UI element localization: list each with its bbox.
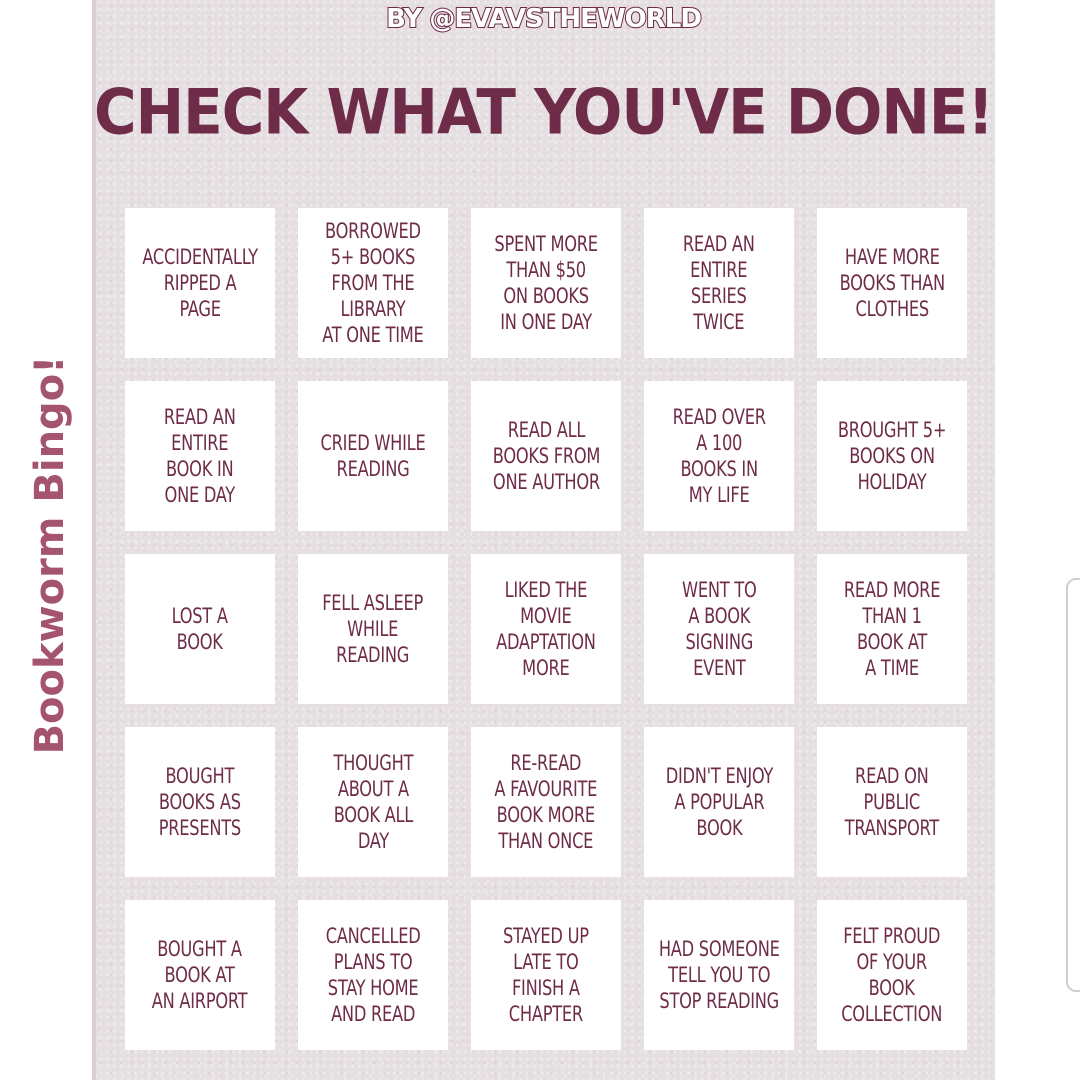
- bingo-cell-label: BOUGHT BOOKS AS PRESENTS: [158, 764, 242, 840]
- bingo-cell[interactable]: [471, 208, 621, 358]
- bingo-cell[interactable]: [298, 381, 448, 531]
- bingo-cell-label: READ OVER A 100 BOOKS IN MY LIFE: [672, 405, 766, 507]
- bingo-cell-label: STAYED UP LATE TO FINISH A CHAPTER: [503, 924, 589, 1026]
- bingo-cell[interactable]: [817, 554, 967, 704]
- bingo-grid: [125, 208, 967, 1050]
- bingo-cell-label: LIKED THE MOVIE ADAPTATION MORE: [496, 578, 596, 680]
- side-title-area: [0, 0, 92, 1080]
- bingo-cell-label: READ MORE THAN 1 BOOK AT A TIME: [843, 578, 941, 680]
- bingo-cell-label: ACCIDENTALLY RIPPED A PAGE: [142, 245, 258, 321]
- bingo-cell-label: FELT PROUD OF YOUR BOOK COLLECTION: [841, 924, 943, 1026]
- side-title: Bookworm Bingo!: [27, 355, 73, 755]
- bingo-cell-label: DIDN'T ENJOY A POPULAR BOOK: [665, 764, 773, 840]
- bingo-cell[interactable]: [644, 727, 794, 877]
- bingo-cell-label: HAVE MORE BOOKS THAN CLOTHES: [839, 245, 945, 321]
- bingo-cell-label: RE-READ A FAVOURITE BOOK MORE THAN ONCE: [494, 751, 598, 853]
- bingo-cell[interactable]: [644, 381, 794, 531]
- bingo-cell-label: CRIED WHILE READING: [320, 431, 426, 481]
- bingo-cell-label: LOST A BOOK: [171, 604, 229, 654]
- bingo-cell-label: READ ON PUBLIC TRANSPORT: [844, 764, 940, 840]
- bingo-cell[interactable]: [817, 900, 967, 1050]
- bingo-cell-label: WENT TO A BOOK SIGNING EVENT: [681, 578, 757, 680]
- bingo-cell[interactable]: [125, 554, 275, 704]
- bingo-cell[interactable]: [817, 208, 967, 358]
- card-edge: [92, 0, 96, 1080]
- bingo-cell-label: SPENT MORE THAN $50 ON BOOKS IN ONE DAY: [494, 232, 598, 334]
- bingo-cell[interactable]: [471, 900, 621, 1050]
- bingo-cell-label: READ AN ENTIRE BOOK IN ONE DAY: [164, 405, 236, 507]
- bingo-cell-label: BOUGHT A BOOK AT AN AIRPORT: [152, 937, 248, 1013]
- bingo-cell[interactable]: [817, 381, 967, 531]
- scroll-handle[interactable]: [1066, 578, 1080, 992]
- bingo-cell[interactable]: [644, 554, 794, 704]
- byline: BY @EVAVSTHEWORLD: [386, 4, 701, 34]
- bingo-cell[interactable]: [298, 727, 448, 877]
- bingo-cell[interactable]: [298, 554, 448, 704]
- bingo-cell[interactable]: [125, 900, 275, 1050]
- bingo-cell-label: CANCELLED PLANS TO STAY HOME AND READ: [325, 924, 421, 1026]
- bingo-cell[interactable]: [125, 208, 275, 358]
- bingo-cell[interactable]: [298, 208, 448, 358]
- bingo-cell[interactable]: [471, 727, 621, 877]
- bingo-cell[interactable]: [817, 727, 967, 877]
- bingo-cell[interactable]: [471, 554, 621, 704]
- bingo-cell[interactable]: [125, 381, 275, 531]
- bingo-cell-label: BORROWED 5+ BOOKS FROM THE LIBRARY AT ONE TIME: [322, 219, 424, 347]
- bingo-cell-label: READ AN ENTIRE SERIES TWICE: [683, 232, 755, 334]
- bingo-cell[interactable]: [644, 900, 794, 1050]
- page-title: CHECK WHAT YOU'VE DONE!: [94, 75, 993, 149]
- bingo-cell-label: HAD SOMEONE TELL YOU TO STOP READING: [658, 937, 780, 1013]
- bingo-cell-label: BROUGHT 5+ BOOKS ON HOLIDAY: [837, 418, 947, 494]
- bingo-cell[interactable]: [644, 208, 794, 358]
- bingo-cell-label: THOUGHT ABOUT A BOOK ALL DAY: [333, 751, 413, 853]
- bingo-cell[interactable]: [471, 381, 621, 531]
- bingo-cell-label: READ ALL BOOKS FROM ONE AUTHOR: [492, 418, 600, 494]
- bingo-cell[interactable]: [125, 727, 275, 877]
- bingo-cell[interactable]: [298, 900, 448, 1050]
- bingo-cell-label: FELL ASLEEP WHILE READING: [322, 591, 424, 667]
